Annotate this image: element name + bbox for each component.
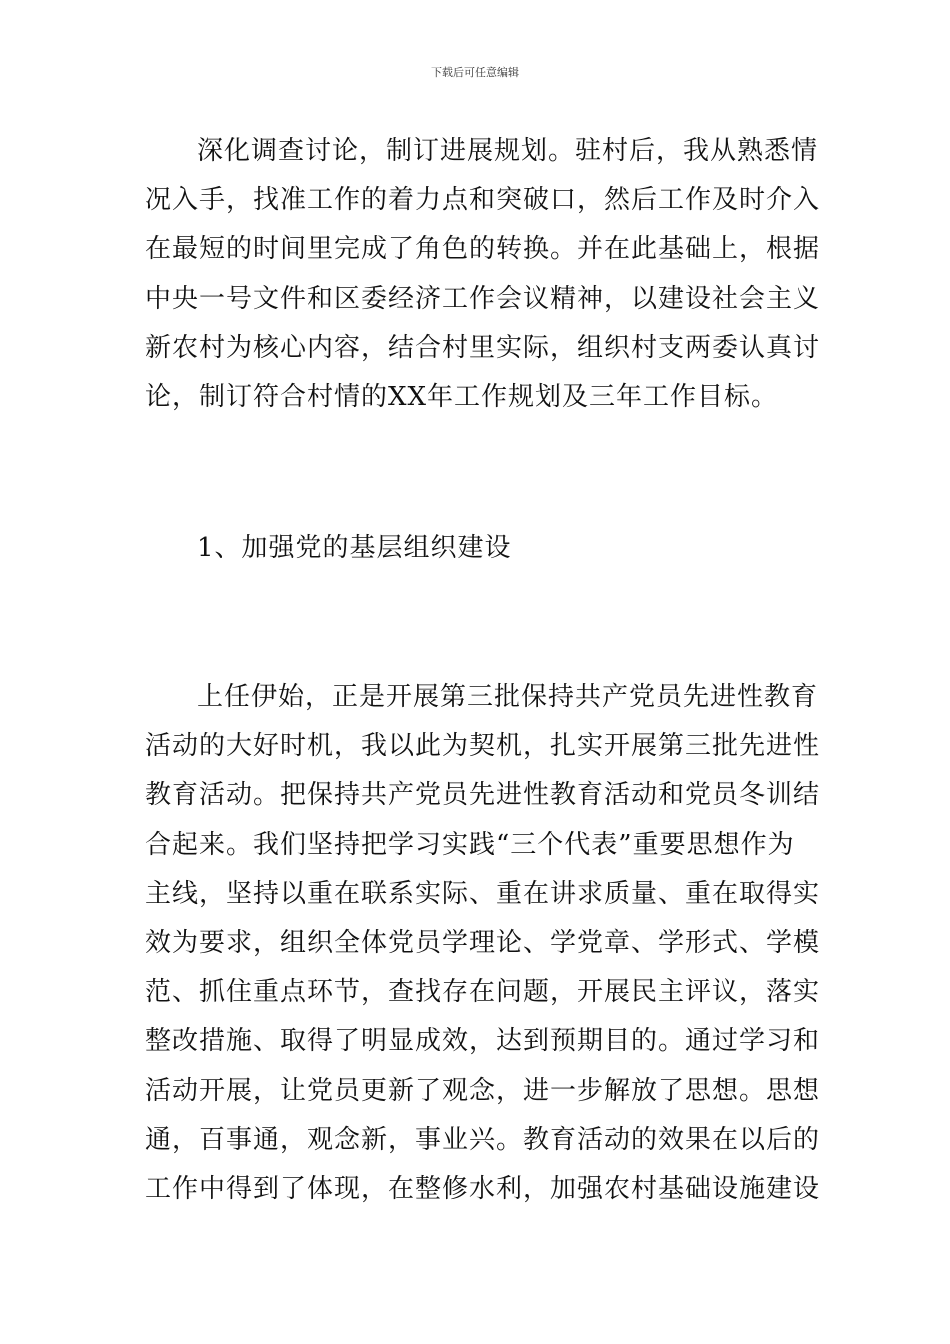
paragraph-party-building — [145, 673, 821, 1214]
paragraph-line: 主线，坚持以重在联系实际、重在讲求质量、重在取得实 — [145, 878, 821, 909]
paragraph-line: 活动开展，让党员更新了观念，进一步解放了思想。思想 — [145, 1075, 821, 1106]
paragraph-line: 范、抓住重点环节，查找存在问题，开展民主评议，落实 — [145, 977, 821, 1008]
paragraph-line: 教育活动。把保持共产党员先进性教育活动和党员冬训结 — [145, 780, 821, 811]
paragraph-line: 通，百事通，观念新，事业兴。教育活动的效果在以后的 — [145, 1124, 821, 1155]
paragraph-line: 上任伊始，正是开展第三批保持共产党员先进性教育 — [197, 682, 819, 712]
paragraph-line: 论，制订符合村情的XX年工作规划及三年工作目标。 — [145, 381, 779, 412]
paragraph-line: 合起来。我们坚持把学习实践“三个代表”重要思想作为 — [145, 829, 795, 860]
paragraph-line: 活动的大好时机，我以此为契机，扎实开展第三批先进性 — [145, 731, 821, 762]
paragraph-line: 深化调查讨论，制订进展规划。驻村后，我从熟悉情 — [197, 136, 819, 166]
section-heading-text: 1、加强党的基层组织建设 — [197, 533, 512, 563]
page-header-note: 下载后可任意编辑 — [431, 66, 519, 79]
paragraph-line: 新农村为核心内容，结合村里实际，组织村支两委认真讨 — [145, 332, 821, 363]
paragraph-line: 况入手，找准工作的着力点和突破口，然后工作及时介入 — [145, 185, 821, 216]
paragraph-line: 整改措施、取得了明显成效，达到预期目的。通过学习和 — [145, 1026, 821, 1057]
paragraph-line: 效为要求，组织全体党员学理论、学党章、学形式、学模 — [145, 927, 821, 958]
paragraph-line: 工作中得到了体现，在整修水利，加强农村基础设施建设 — [145, 1173, 821, 1204]
paragraph-line: 在最短的时间里完成了角色的转换。并在此基础上，根据 — [145, 234, 821, 265]
paragraph-planning — [145, 127, 821, 422]
paragraph-line: 中央一号文件和区委经济工作会议精神，以建设社会主义 — [145, 283, 821, 314]
section-heading — [145, 524, 815, 573]
